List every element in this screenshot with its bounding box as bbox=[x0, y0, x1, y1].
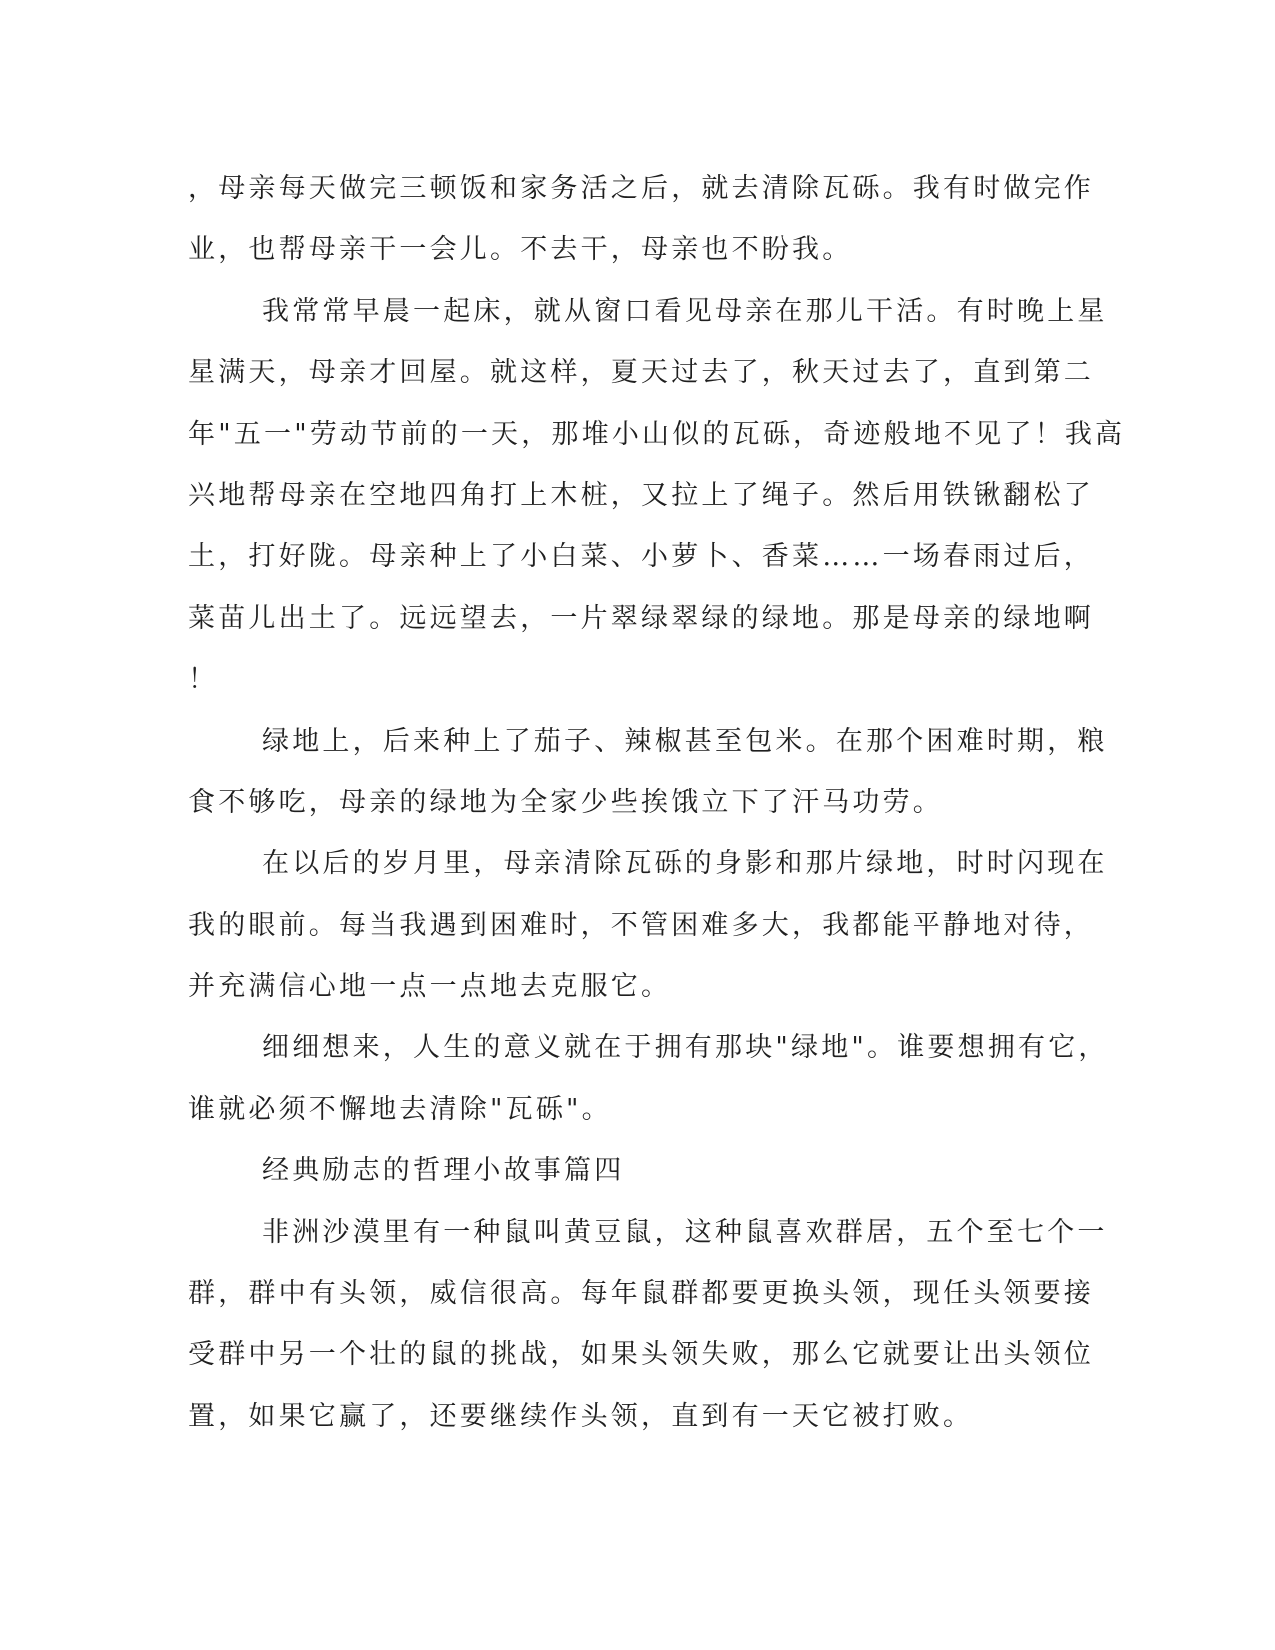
text-line: 土，打好陇。母亲种上了小白菜、小萝卜、香菜……一场春雨过后， bbox=[188, 541, 1094, 573]
text-line: ！ bbox=[188, 664, 219, 696]
text-line: 并充满信心地一点一点地去克服它。 bbox=[188, 971, 672, 1003]
text-line: 在以后的岁月里，母亲清除瓦砾的身影和那片绿地，时时闪现在 bbox=[262, 848, 1108, 880]
text-line: 我的眼前。每当我遇到困难时，不管困难多大，我都能平静地对待， bbox=[188, 909, 1094, 941]
text-line: 群，群中有头领，威信很高。每年鼠群都要更换头领，现任头领要接 bbox=[188, 1278, 1094, 1310]
text-line: 谁就必须不懈地去清除"瓦砾"。 bbox=[188, 1093, 612, 1125]
text-line: 绿地上，后来种上了茄子、辣椒甚至包米。在那个困难时期，粮 bbox=[262, 725, 1108, 757]
text-line: 星满天，母亲才回屋。就这样，夏天过去了，秋天过去了，直到第二 bbox=[188, 357, 1094, 389]
text-line: 置，如果它赢了，还要继续作头领，直到有一天它被打败。 bbox=[188, 1400, 974, 1432]
text-line: 受群中另一个壮的鼠的挑战，如果头领失败，那么它就要让出头领位 bbox=[188, 1339, 1094, 1371]
text-line: 兴地帮母亲在空地四角打上木桩，又拉上了绳子。然后用铁锹翻松了 bbox=[188, 479, 1094, 511]
section-heading: 经典励志的哲理小故事篇四 bbox=[262, 1155, 625, 1187]
text-line: ，母亲每天做完三顿饭和家务活之后，就去清除瓦砾。我有时做完作 bbox=[188, 173, 1094, 204]
text-line: 业，也帮母亲干一会儿。不去干，母亲也不盼我。 bbox=[188, 234, 853, 266]
text-line: 菜苗儿出土了。远远望去，一片翠绿翠绿的绿地。那是母亲的绿地啊 bbox=[188, 602, 1094, 634]
body-text bbox=[188, 158, 1126, 1447]
text-line: 我常常早晨一起床，就从窗口看见母亲在那儿干活。有时晚上星 bbox=[262, 295, 1108, 327]
text-line: 非洲沙漠里有一种鼠叫黄豆鼠，这种鼠喜欢群居，五个至七个一 bbox=[262, 1216, 1108, 1248]
text-line: 食不够吃，母亲的绿地为全家少些挨饿立下了汗马功劳。 bbox=[188, 786, 943, 818]
text-line: 细细想来，人生的意义就在于拥有那块"绿地"。谁要想拥有它， bbox=[262, 1032, 1109, 1064]
text-line: 年"五一"劳动节前的一天，那堆小山似的瓦砾，奇迹般地不见了！我高 bbox=[188, 418, 1126, 450]
